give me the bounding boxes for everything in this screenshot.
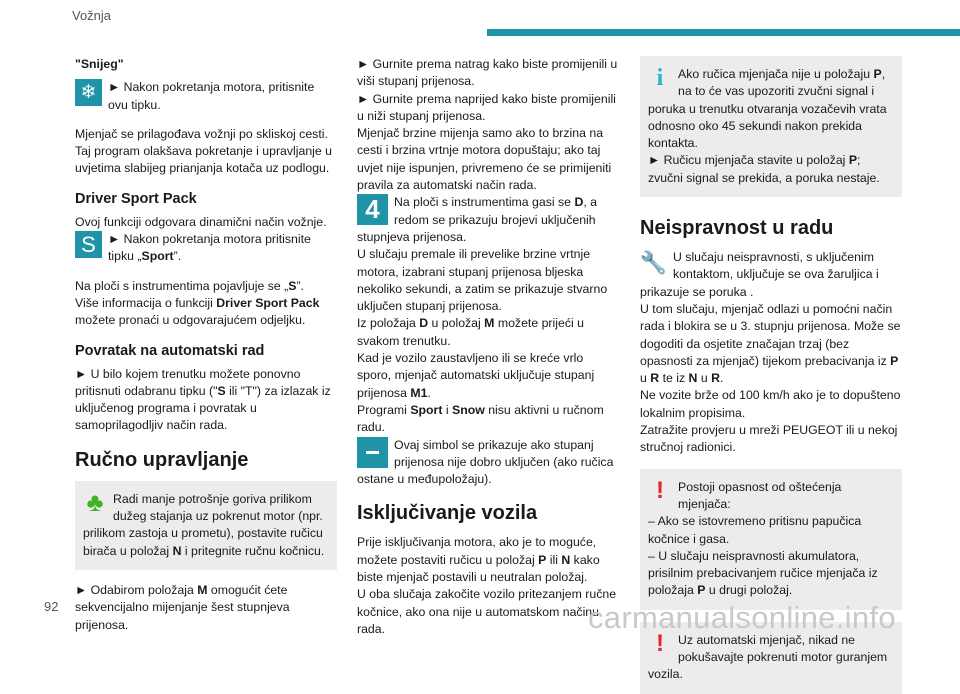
downshift-step: ► Gurnite prema naprijed kako biste promijenili u niži stupanj prijenosa. [357,91,616,123]
eco-tip-box [75,481,337,570]
warning-icon: ! [656,629,664,657]
mode-switch-paragraph: Iz položaja D u položaj M možete prijeći u svakom trenutku. [357,316,584,348]
warning-1-text: Postoji opasnost od oštećenja mjenjača: – Ako se istovremeno pritisnu papučica kočnice i gasa. – U slučaju neispravnosti akumulatora, prisilnim prebacivanjem ručice mjenjača iz položaja P u drugi položaj. [648,479,878,598]
column-2 [357,56,620,638]
sport-step: ► Nakon pokretanja motora pritisnite tipku „Sport”. [108,232,311,264]
warning-2-text: Uz automatski mjenjač, nikad ne pokušavajte pokrenuti motor guranjem vozila. [648,632,888,682]
fault-title: Neispravnost u radu [640,217,834,240]
snow-title: "Snijeg" [75,57,124,71]
column-3 [640,56,902,694]
column-1 [75,56,337,634]
switch-off-title: Isključivanje vozila [357,502,538,525]
return-paragraph: ► U bilo kojem trenutku možete ponovno pritisnuti odabranu tipku ("S ili "T") za izlazak iz uključenog programa i povratak u samoprilagodljiv način rada. [75,366,331,433]
sport-paragraph: Na ploči s instrumentima pojavljuje se „S”. Više informacija o funkciji Driver Sport Pack možete pronaći u odgovarajućem odjeljku. [75,278,320,328]
info-box [640,56,902,197]
watermark: carmanualsonline.info [588,600,896,635]
fault-service-paragraph: Zatražite provjeru u mreži PEUGEOT ili u nekoj stručnoj radionici. [640,423,898,455]
info-text: Ako ručica mjenjača nije u položaju P, na to će vas upozoriti zvučni signal i poruka u trenutku otvaranja vozačevih vrata odnosno oko 45 sekundi nakon prekida kontakta. ► Ručicu mjenjača stavite u položaj P; zvučni signal se prekida, a poruka nestaje. [648,67,887,185]
leaf-icon: ♣ [86,487,104,518]
wrench-icon: 🔧 [639,249,668,275]
gear-not-engaged-icon [357,437,388,468]
fault-speed-paragraph: Ne vozite brže od 100 km/h ako je to dopušteno lokalnim propisima. [640,388,901,420]
eco-tip-text: Radi manje potrošnje goriva prilikom dužeg stajanja uz pokrenut motor (npr. prilikom zastoja u prometu), postavite ručicu birača u položaj N i pritegnite ručnu kočnicu. [83,491,325,558]
manual-paragraph: ► Odabirom položaja M omogućit ćete sekvencijalno mijenjanje šest stupnjeva prijenosa. [75,582,290,632]
symbol-paragraph: Ovaj simbol se prikazuje ako stupanj prijenosa nije dobro uključen (ako ručica ostane u međupoložaju). [357,437,614,487]
stop-paragraph: Kad je vozilo zaustavljeno ili se kreće vrlo sporo, mjenjač automatski uključuje stupanj prijenosa M1. [357,351,595,400]
snow-step: ► Nakon pokretanja motora, pritisnite ovu tipku. [108,80,315,112]
section-title: Vožnja [72,8,112,23]
warning-icon: ! [656,476,664,504]
manual-title: Ručno upravljanje [75,448,249,471]
speed-paragraph: U slučaju premale ili prevelike brzine vrtnje motora, izabrani stupanj prijenosa bljeska nekoliko sekundi, a zatim se prikazuje stvarno uključen stupanj prijenosa. [357,247,608,314]
header-accent-bar [487,29,960,36]
switch-off-paragraph: Prije isključivanja motora, ako je to moguće, možete postaviti ručicu u položaj P ili N kako biste mjenjač postavili u neutralan položaj. [357,535,600,585]
gear-paragraph: Na ploči s instrumentima gasi se D, a redom se prikazuju brojevi uključenih stupnjeva prijenosa. [357,195,598,244]
sport-title: Driver Sport Pack [75,190,197,207]
sport-s-icon: S [75,231,102,258]
upshift-step: ► Gurnite prema natrag kako biste promijenili u viši stupanj prijenosa. [357,57,618,89]
handbrake-paragraph: U oba slučaja zakočite vozilo pritezanjem ručne kočnice, ako ona nije u automatskom načinu rada. [357,587,617,636]
return-title: Povratak na automatski rad [75,342,265,359]
info-icon: i [656,64,664,91]
shift-paragraph: Mjenjač brzine mijenja samo ako to brzina na cesti i brzina vrtnje motora dopuštaju; ako taj uvjet nije ispunjen, privremeno će se primijeniti pravila za automatski način rada. [357,126,612,193]
sport-intro: Ovoj funkciji odgovara dinamični način vožnje. [75,214,327,229]
programs-paragraph: Programi Sport i Snow nisu aktivni u ručnom radu. [357,402,604,435]
gear-indicator-icon: 4 [357,194,388,225]
fault-paragraph: U slučaju neispravnosti, s uključenim kontaktom, uključuje se ova žaruljica i prikazuje se poruka . U tom slučaju, mjenjač odlazi u pomoćni način rada i blokira se u 3. stupnju prijenosa. Može se dogoditi da osjetite značajan trzaj (bez opasnosti za mjenjač) tijekom prebacivanja iz P u R te iz N u R. [640,250,901,386]
snowflake-icon: ❄ [75,79,102,106]
page-number: 92 [44,599,59,614]
snow-paragraph: Mjenjač se prilagođava vožnji po skliskoj cesti. Taj program olakšava pokretanje i upravljanje u uvjetima slabijeg prianjanja kotača uz podlogu. [75,126,333,176]
warning-box-1 [640,469,902,610]
